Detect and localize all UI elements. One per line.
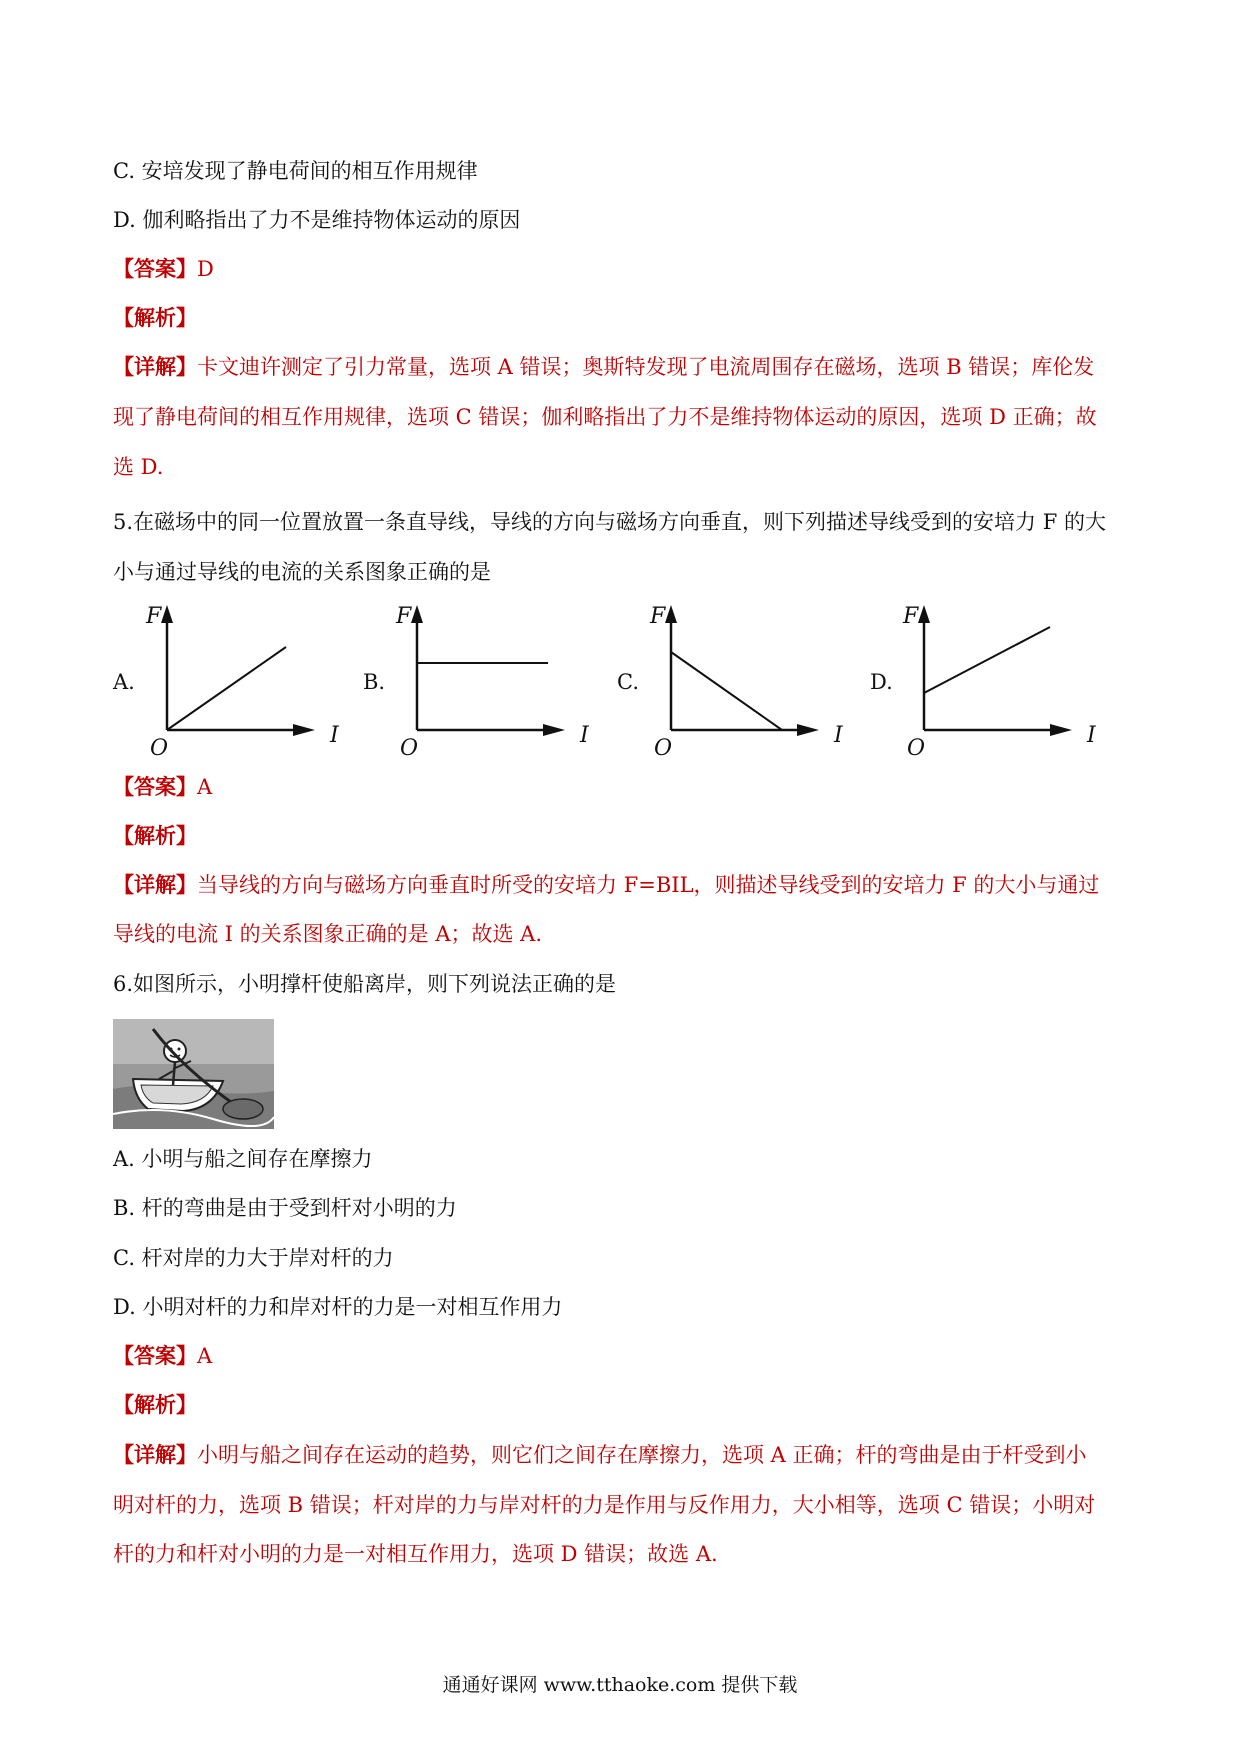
q6-option-d: D. 小明对杆的力和岸对杆的力是一对相互作用力	[113, 1295, 563, 1319]
q6-detail-line-1	[113, 1440, 1133, 1470]
graph-c-origin: O	[654, 736, 673, 757]
q5-answer-tag: 【答案】	[113, 774, 197, 799]
q6-detail-text: 小明与船之间存在运动的趋势，则它们之间存在摩擦力，选项 A 正确；杆的弯曲是由于杆受到小	[197, 1443, 1087, 1467]
graph-c-y-label: F	[650, 604, 666, 629]
q6-answer-value: A	[197, 1344, 213, 1368]
answer-tag: 【答案】	[113, 256, 197, 281]
graph-d-label: D.	[870, 670, 893, 694]
graph-b-origin: O	[400, 736, 419, 757]
q5-detail-tag: 【详解】	[113, 872, 197, 897]
q6-option-c: C. 杆对岸的力大于岸对杆的力	[113, 1246, 394, 1270]
option-d: D. 伽利略指出了力不是维持物体运动的原因	[113, 208, 521, 232]
graph-b	[390, 597, 610, 757]
graph-c	[644, 597, 864, 757]
q6-answer-tag: 【答案】	[113, 1343, 197, 1368]
q6-detail-line-2: 明对杆的力，选项 B 错误；杆对岸的力与岸对杆的力是作用与反作用力，大小相等，选项 C 错误；小明对	[113, 1493, 1096, 1517]
q5-answer-line	[113, 772, 1133, 802]
detail-text: 卡文迪许测定了引力常量，选项 A 错误；奥斯特发现了电流周围存在磁场，选项 B 错误；库伦发	[197, 355, 1095, 379]
option-c: C. 安培发现了静电荷间的相互作用规律	[113, 159, 478, 183]
q5-answer-value: A	[197, 775, 213, 799]
graph-d	[897, 597, 1117, 757]
page-footer: 通通好课网 www.tthaoke.com 提供下载	[442, 1674, 798, 1696]
graph-a-x-label: I	[330, 723, 339, 748]
graph-d-y-label: F	[903, 604, 919, 629]
graph-a-label: A.	[113, 670, 135, 694]
q5-detail-line-1	[113, 870, 1133, 900]
boat-illustration	[113, 1019, 274, 1129]
detail-line-3: 选 D.	[113, 455, 164, 479]
q5-analysis-tag: 【解析】	[113, 823, 197, 848]
detail-tag: 【详解】	[113, 354, 197, 379]
q6-detail-tag: 【详解】	[113, 1442, 197, 1467]
q6-answer-line	[113, 1341, 1133, 1371]
q6-option-b: B. 杆的弯曲是由于受到杆对小明的力	[113, 1196, 457, 1220]
graph-b-x-label: I	[580, 723, 589, 748]
graph-a	[140, 597, 360, 757]
graph-b-y-label: F	[396, 604, 412, 629]
q5-stem-line-1: 5.在磁场中的同一位置放置一条直导线，导线的方向与磁场方向垂直，则下列描述导线受到的安培力 F 的大	[113, 510, 1106, 534]
answer-value: D	[197, 257, 214, 281]
graph-c-label: C.	[617, 670, 639, 694]
graph-d-x-label: I	[1087, 723, 1096, 748]
graph-b-label: B.	[363, 670, 386, 694]
q6-detail-line-3: 杆的力和杆对小明的力是一对相互作用力，选项 D 错误；故选 A.	[113, 1542, 718, 1566]
q6-stem: 6.如图所示，小明撑杆使船离岸，则下列说法正确的是	[113, 972, 617, 996]
q5-detail-text: 当导线的方向与磁场方向垂直时所受的安培力 F=BIL，则描述导线受到的安培力 F 的大小与通过	[197, 873, 1100, 897]
analysis-tag: 【解析】	[113, 305, 197, 330]
graph-a-y-label: F	[146, 604, 162, 629]
graph-a-origin: O	[150, 736, 169, 757]
q5-stem-line-2: 小与通过导线的电流的关系图象正确的是	[113, 560, 491, 584]
q6-analysis-tag: 【解析】	[113, 1392, 197, 1417]
graph-d-origin: O	[907, 736, 926, 757]
answer-line	[113, 254, 1133, 284]
q5-detail-line-2: 导线的电流 I 的关系图象正确的是 A；故选 A.	[113, 922, 543, 946]
q6-option-a: A. 小明与船之间存在摩擦力	[113, 1147, 373, 1171]
detail-line-2: 现了静电荷间的相互作用规律，选项 C 错误；伽利略指出了力不是维持物体运动的原因，选项 D 正确；故	[113, 405, 1097, 429]
detail-line-1	[113, 352, 1133, 382]
graph-c-x-label: I	[834, 723, 843, 748]
